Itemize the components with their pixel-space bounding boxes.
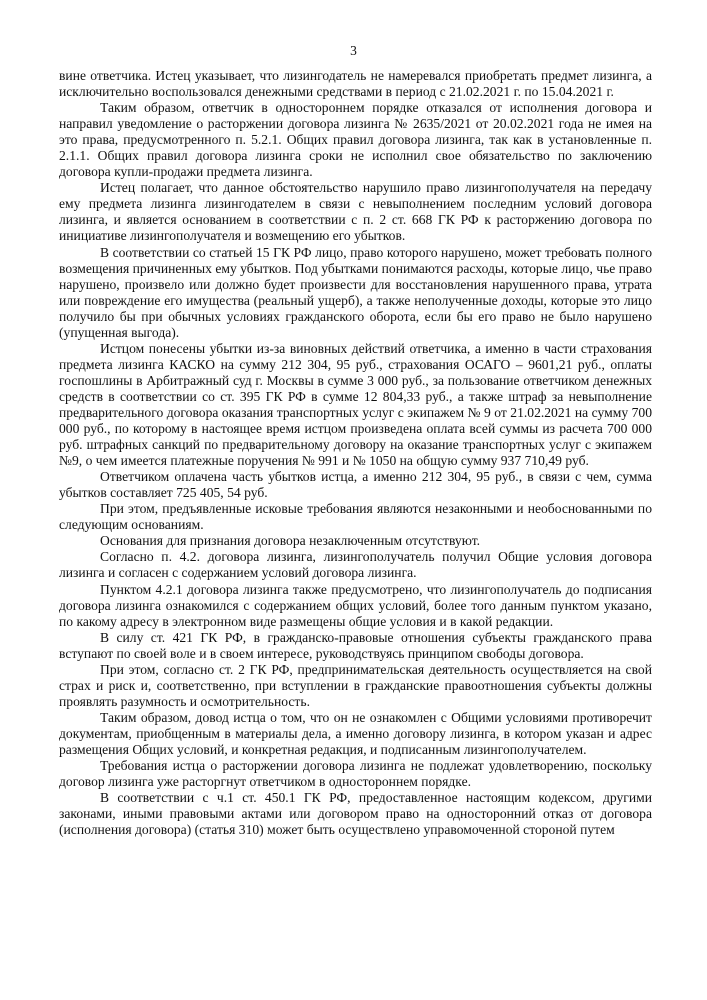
paragraph-13: Таким образом, довод истца о том, что он не ознакомлен с Общими условиями противоречит документам, приобщенным в материалы дела, а именно договору лизинга, в котором указан и адрес размещения Общих условий, и конкретная редакция, и подписанным лизингополучателем. xyxy=(59,709,652,757)
page-number: 3 xyxy=(350,43,357,58)
paragraph-8: Основания для признания договора незаключенным отсутствуют. xyxy=(100,533,481,549)
paragraph-11: В силу ст. 421 ГК РФ, в гражданско-правовые отношения субъекты гражданского права вступают по своей воле и в своем интересе, руководствуясь принципом свободы договора. xyxy=(59,629,652,661)
paragraph-2: Таким образом, ответчик в одностороннем порядке отказался от исполнения договора и направил уведомление о расторжении договора лизинга № 2635/2021 от 20.02.2021 года не имея на это права, предусмотренного п. 5.2.1. Общих правил договора лизинга, так как в установленные п. 2.1.1. Общих правил договора лизинга сроки не исполнил свое обязательство по заключению договора купли-продажи предмета лизинга. xyxy=(59,100,652,180)
paragraph-15: В соответствии с ч.1 ст. 450.1 ГК РФ, предоставленное настоящим кодексом, другими законами, иными правовыми актами или договором право на односторонний отказ от договора (исполнения договора) (статья 310) может быть осуществлено управомоченной стороной путем xyxy=(59,790,652,838)
paragraph-1: вине ответчика. Истец указывает, что лизингодатель не намеревался приобретать предмет лизинга, а исключительно воспользовался денежными средствами в период с 21.02.2021 г. по 15.04.2021 г. xyxy=(59,68,652,100)
paragraph-5: Истцом понесены убытки из-за виновных действий ответчика, а именно в части страхования предмета лизинга КАСКО на сумму 212 304, 95 руб., страхования ОСАГО – 9601,21 руб., оплаты госпошлины в Арбитражный суд г. Москвы в сумме 3 000 руб., за пользование ответчиком денежных средств в соответствии со ст. 395 ГК РФ в сумме 12 804,33 руб., а также штраф за невыполнение предварительного договора оказания транспортных услуг с экипажем № 9 от 21.02.2021 на сумму 700 000 руб., по которому в настоящее время истцом произведена оплата всей суммы из расчета 700 000 руб. штрафных санкций по предварительному договору на оказание транспортных услуг с экипажем №9, о чем имеется платежные поручения № 991 и № 1050 на общую сумму 937 710,49 руб. xyxy=(59,340,652,469)
paragraph-12: При этом, согласно ст. 2 ГК РФ, предпринимательская деятельность осуществляется на свой страх и риск и, соответственно, при вступлении в гражданские правоотношения субъекты должны проявлять разумность и осмотрительность. xyxy=(59,661,652,709)
paragraph-7: При этом, предъявленные исковые требования являются незаконными и необоснованными по следующим основаниям. xyxy=(59,501,652,533)
paragraph-6: Ответчиком оплачена часть убытков истца, а именно 212 304, 95 руб., в связи с чем, сумма убытков составляет 725 405, 54 руб. xyxy=(59,469,652,501)
paragraph-14: Требования истца о расторжении договора лизинга не подлежат удовлетворению, поскольку договор лизинга уже расторгнут ответчиком в одностороннем порядке. xyxy=(59,758,652,790)
paragraph-10: Пунктом 4.2.1 договора лизинга также предусмотрено, что лизингополучатель до подписания договора лизинга ознакомился с содержанием общих условий, более того данным пунктом указано, по какому адресу в электронном виде размещены общие условия и в какой редакции. xyxy=(59,581,652,629)
document-body xyxy=(59,68,652,838)
paragraph-4: В соответствии со статьей 15 ГК РФ лицо, право которого нарушено, может требовать полного возмещения причиненных ему убытков. Под убытками понимаются расходы, которые лицо, чье право нарушено, произвело или должно будет произвести для восстановления нарушенного права, утрата или повреждение его имущества (реальный ущерб), а также неполученные доходы, которые это лицо получило бы при обычных условиях гражданского оборота, если бы его право не было нарушено (упущенная выгода). xyxy=(59,244,652,340)
paragraph-9: Согласно п. 4.2. договора лизинга, лизингополучатель получил Общие условия договора лизинга и согласен с содержанием условий договора лизинга. xyxy=(59,549,652,581)
paragraph-3: Истец полагает, что данное обстоятельство нарушило право лизингополучателя на передачу ему предмета лизинга лизингодателем в связи с невыполнением последним условий договора лизинга, и является основанием в соответствии с п. 2 ст. 668 ГК РФ к расторжению договора по инициативе лизингополучателя и возмещению его убытков. xyxy=(59,180,652,244)
